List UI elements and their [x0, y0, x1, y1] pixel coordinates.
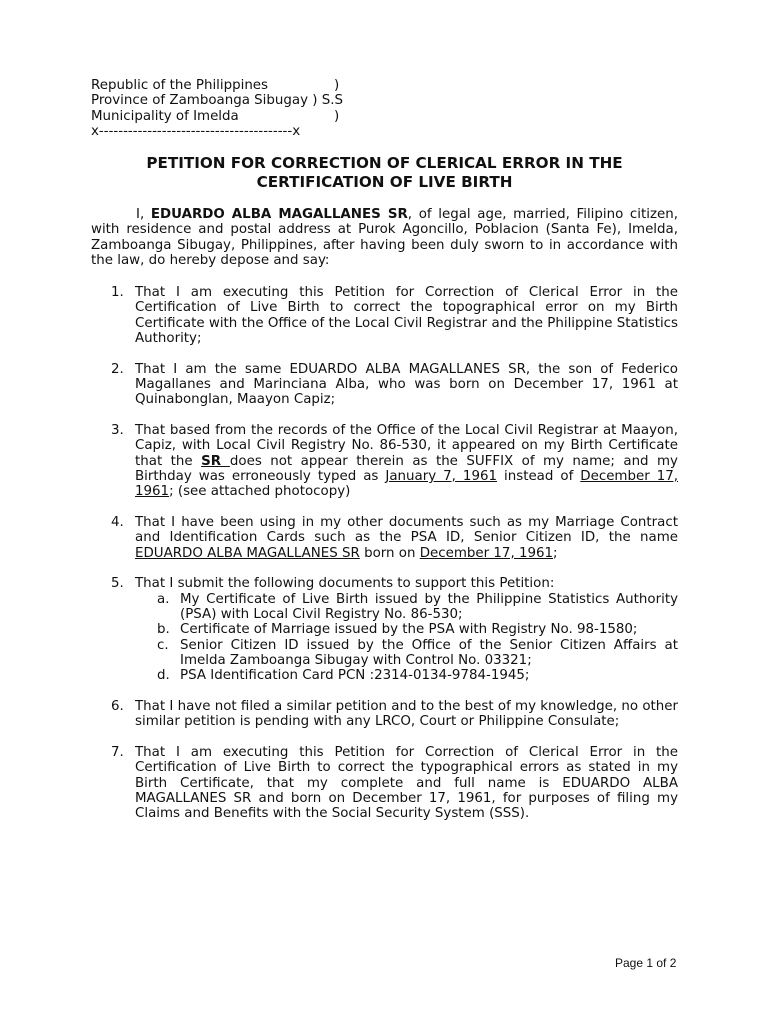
caption-line	[91, 93, 343, 108]
item-number: 6.	[111, 699, 124, 715]
item-number: 5.	[111, 576, 124, 592]
item-number: 4.	[111, 515, 124, 531]
item-number: 1.	[111, 285, 124, 300]
item-number: 3.	[111, 423, 124, 439]
caption-paren: )	[334, 78, 340, 93]
page-number: Page 1 of 2	[615, 956, 677, 970]
affiant-name: EDUARDO ALBA MAGALLANES SR	[150, 207, 408, 222]
caption-province: Province of Zamboanga Sibugay ) S.S	[91, 93, 343, 109]
document-title: PETITION FOR CORRECTION OF CLERICAL ERROR IN THE CERTIFICATION OF LIVE BIRTH	[146, 154, 623, 191]
caption-republic: Republic of the Philippines	[91, 78, 269, 93]
caption-separator: x----------------------------------------x	[91, 123, 301, 139]
caption-line	[91, 109, 343, 124]
caption-line	[91, 78, 343, 93]
correct-birthdate: December 17, 1961	[135, 468, 679, 500]
list-item: 6. That I have not filed a similar petition and to the best of my knowledge, no other similar petition is pending with any LRCO, Court or Philippine Consulate;	[111, 699, 678, 730]
item-number: 2.	[111, 361, 124, 377]
list-item: 3. That based from the records of the Office of the Local Civil Registrar at Maayon, Capiz, with Local Civil Registry No. 86-530, it appeared on my Birth Certificate that the SR does not appear therein as the SUFFIX of my name; and my Birthday was erroneously typed as January 7, 1961 instead of December 17, 1961; (see attached photocopy)	[111, 423, 679, 500]
sub-item: b. Certificate of Marriage issued by the PSA with Registry No. 98-1580;	[157, 622, 638, 638]
numbered-list	[91, 285, 678, 837]
sub-item: a. My Certificate of Live Birth issued by the Philippine Statistics Authority (PSA) with Local Civil Registry No. 86-530;	[157, 591, 678, 623]
suffix-sr: SR	[201, 453, 230, 469]
list-item: 7. That I am executing this Petition for Correction of Clerical Error in the Certification of Live Birth to correct the typographical errors as stated in my Birth Certificate, that my complete and full name is EDUARDO ALBA MAGALLANES SR and born on December 17, 1961, for purposes of filing my Claims and Benefits with the Social Security System (SSS).	[111, 745, 678, 822]
underlined-name: EDUARDO ALBA MAGALLANES SR	[135, 545, 360, 561]
caption-paren: )	[334, 108, 340, 124]
venue-caption	[91, 78, 343, 139]
list-item: 2. That I am the same EDUARDO ALBA MAGALLANES SR, the son of Federico Magallanes and Marinciana Alba, who was born on December 17, 1961 at Quinabonglan, Maayon Capiz;	[111, 361, 678, 408]
wrong-birthdate: January 7, 1961	[385, 468, 498, 484]
list-item: 1. That I am executing this Petition for Correction of Clerical Error in the Certification of Live Birth to correct the topographical error on my Birth Certificate with the Office of the Local Civil Registrar and the Philippine Statistics Authority;	[111, 285, 678, 346]
item-number: 7.	[111, 745, 124, 761]
caption-municipality: Municipality of Imelda	[91, 108, 239, 124]
intro-paragraph: I, EDUARDO ALBA MAGALLANES SR, of legal age, married, Filipino citizen, with residence and postal address at Purok Agoncillo, Poblacion (Santa Fe), Imelda, Zamboanga Sibugay, Philippines, after having been duly sworn to in accordance with the law, do hereby depose and say:	[91, 207, 678, 269]
sub-item: d. PSA Identification Card PCN :2314-0134-9784-1945;	[157, 668, 530, 684]
list-item: 5. That I submit the following documents to support this Petition: a. My Certificate of Live Birth issued by the Philippine Statistics Authority (PSA) with Local Civil Registry No. 86-530; b. Certificate of Marriage issued by the PSA with Registry No. 98-1580; c. Senior Citizen ID issued by the Office of the Senior Citizen Affairs at Imelda Zamboanga Sibugay with Control No. 03321; d. PSA Identification Card PCN :2314-0134-9784-1945;	[111, 576, 678, 684]
underlined-birthdate: December 17, 1961	[419, 545, 554, 561]
list-item: 4. That I have been using in my other documents such as my Marriage Contract and Identification Cards such as the PSA ID, Senior Citizen ID, the name EDUARDO ALBA MAGALLANES SR born on December 17, 1961;	[111, 515, 678, 561]
sub-item: c. Senior Citizen ID issued by the Office of the Senior Citizen Affairs at Imelda Zamboanga Sibugay with Control No. 03321;	[157, 637, 678, 668]
